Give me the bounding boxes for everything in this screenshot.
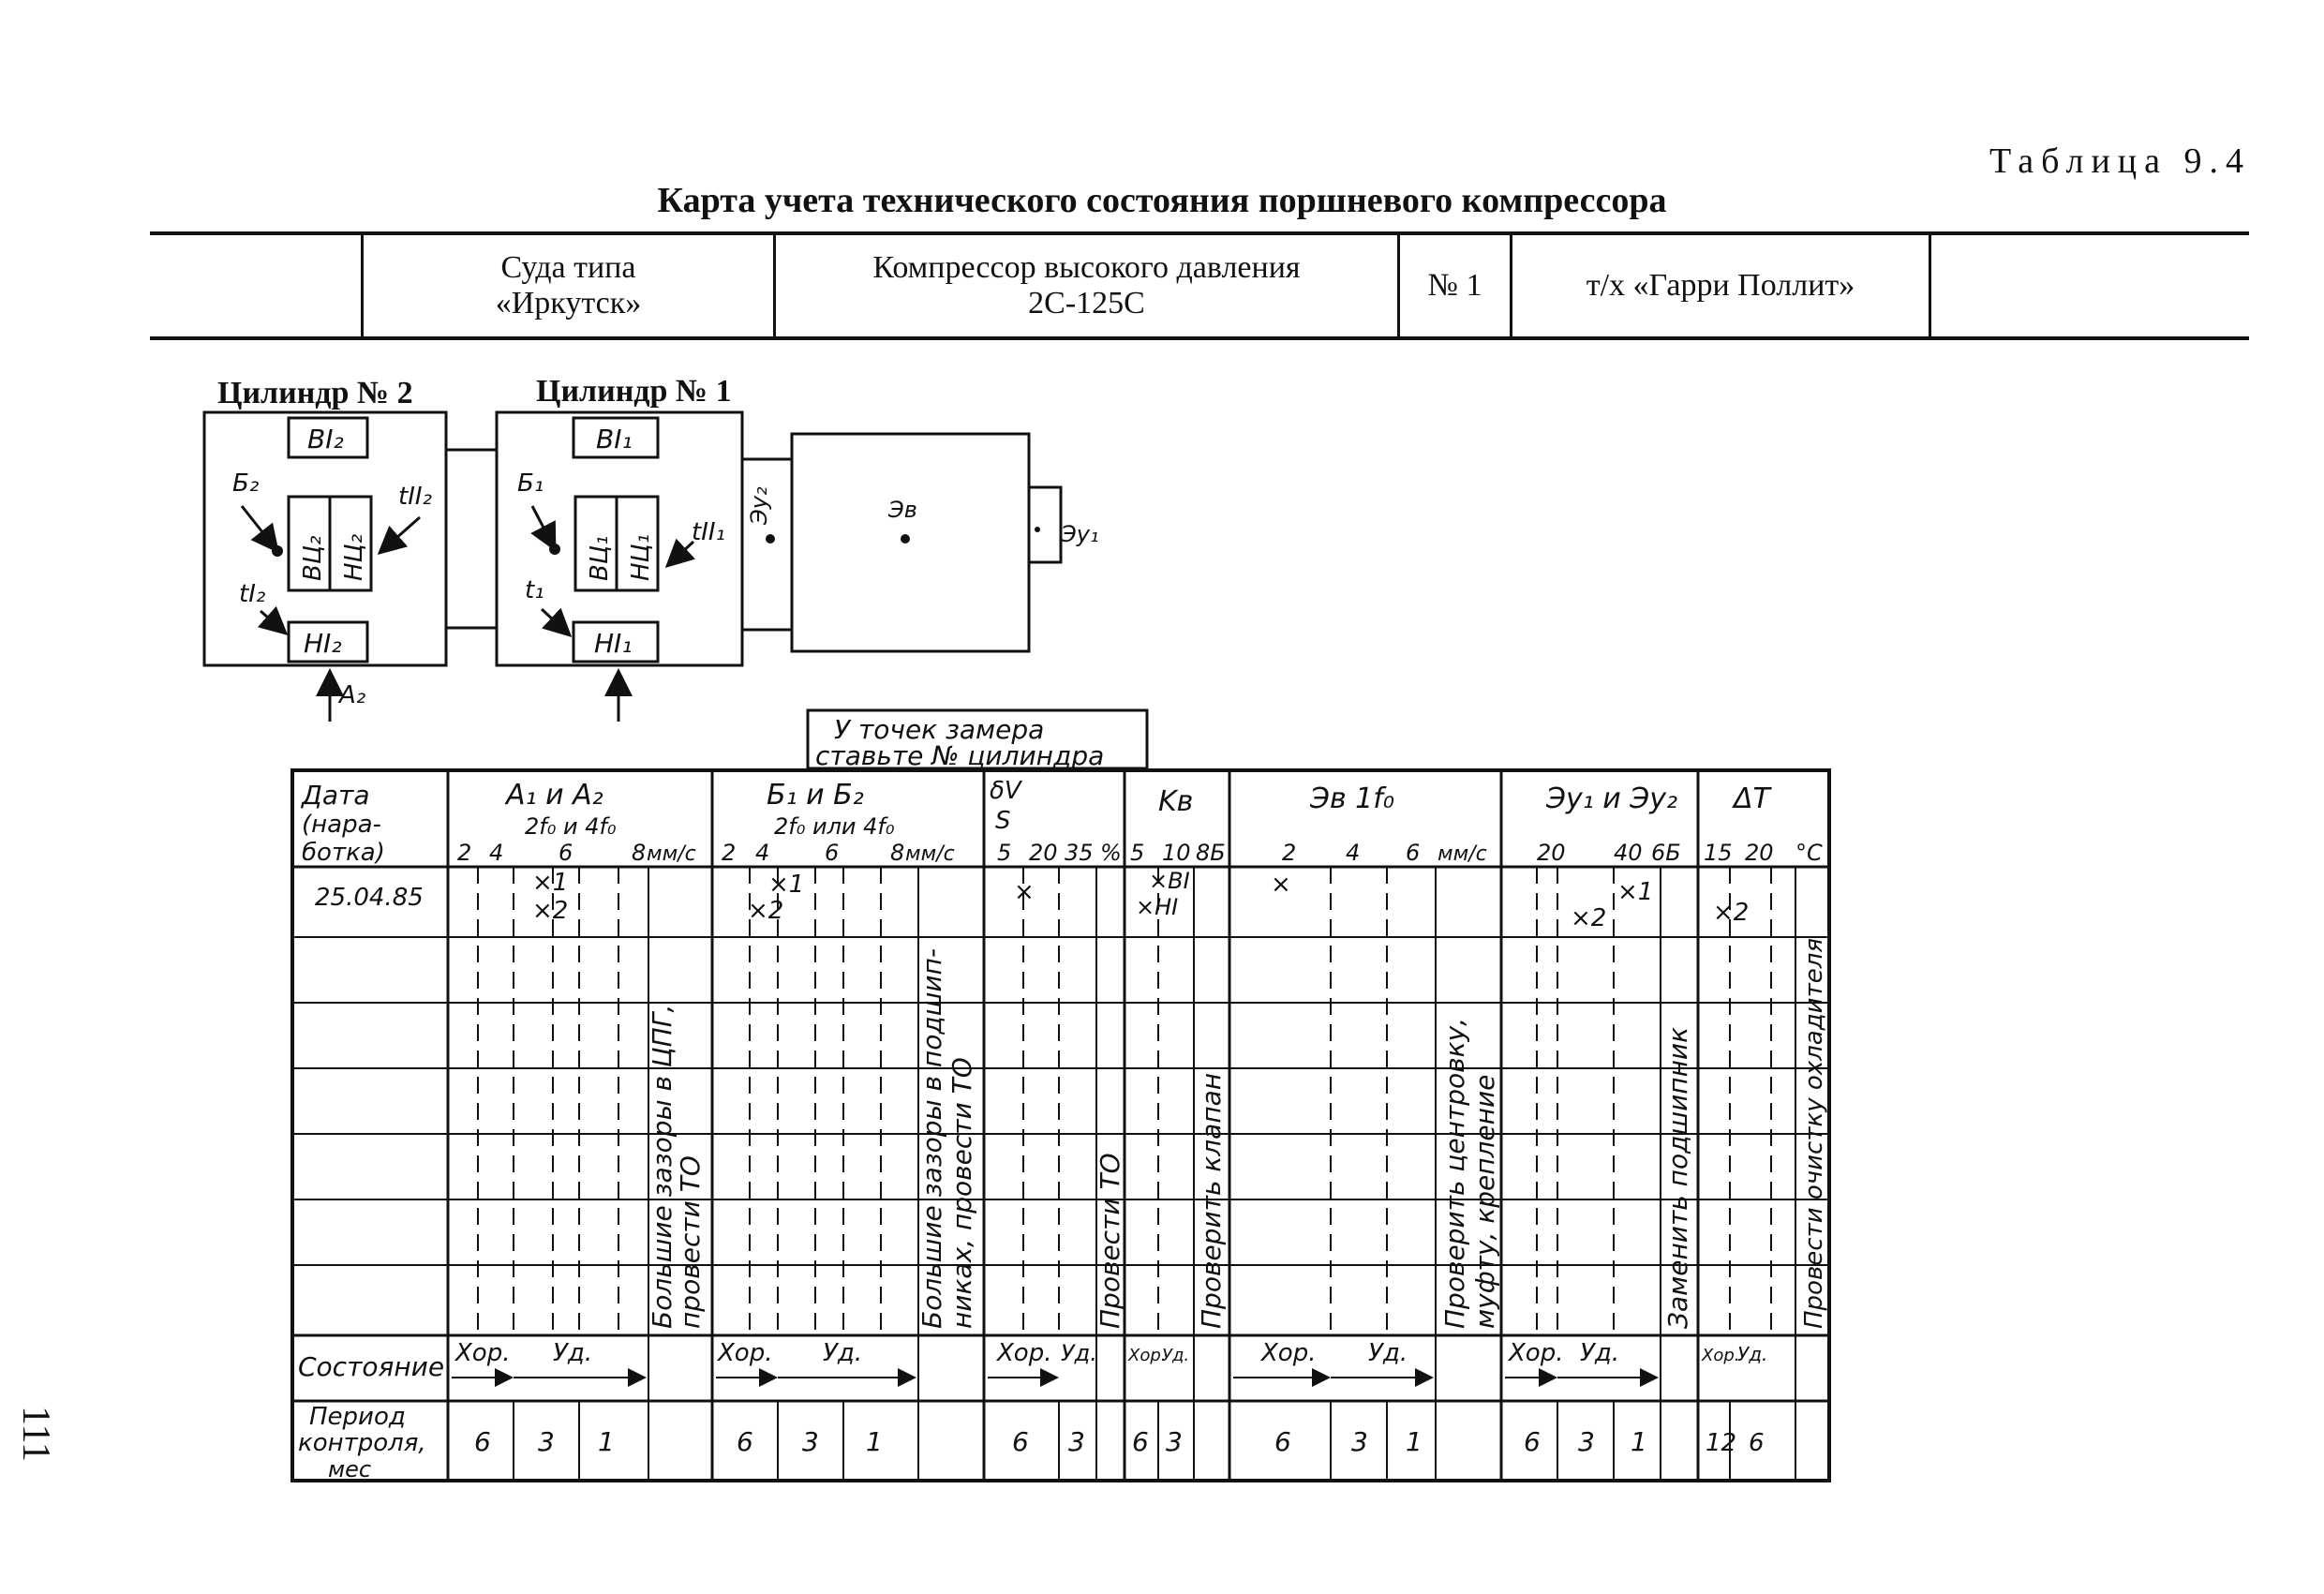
period-b-2: 3 — [802, 1426, 819, 1457]
action-dv: Провести ТО — [1095, 1153, 1125, 1329]
group-kv-title: Kв — [1158, 785, 1194, 818]
state-kv-ok: Уд. — [1162, 1346, 1190, 1365]
table-label: Таблица 9.4 — [1989, 142, 2251, 181]
sensor-b2-dot — [272, 545, 283, 557]
period-ey-2: 3 — [1578, 1426, 1595, 1457]
group-ey-tick-20: 20 — [1537, 840, 1566, 866]
state-b-good: Хор. — [718, 1339, 773, 1367]
group-dt-unit: °C — [1795, 840, 1823, 866]
sensor-b1-dot — [549, 544, 560, 555]
label-vc1: ВЦ₁ — [586, 535, 614, 581]
label-ey2: Эу₂ — [746, 486, 772, 525]
document-title: Карта учета технического состояния поршневого компрессора — [657, 181, 1667, 220]
mark-b-1: ×1 — [768, 871, 805, 899]
label-bi2: BI₂ — [307, 424, 344, 454]
mark-dt: ×2 — [1713, 899, 1750, 927]
state-ey-good: Хор. — [1509, 1339, 1564, 1367]
label-ti2: tI₂ — [239, 580, 266, 608]
label-bi1: BI₁ — [596, 424, 633, 454]
state-kv-good: Хор. — [1128, 1346, 1167, 1365]
label-b2: Б₂ — [232, 469, 260, 498]
period-ev-3: 1 — [1406, 1426, 1423, 1457]
first-date: 25.04.85 — [315, 884, 424, 912]
state-ev-good: Хор. — [1261, 1339, 1317, 1367]
state-dt-good: Хор. — [1702, 1346, 1740, 1365]
compressor-line1: Компрессор высокого давления — [872, 250, 1301, 285]
group-b-tick-8: 8 — [890, 840, 905, 866]
group-a-subtitle: 2f₀ и 4f₀ — [525, 813, 617, 840]
row-period-line1: Период — [309, 1403, 406, 1431]
mark-kv-hi: ×HI — [1136, 894, 1179, 920]
group-dv-title: δV — [990, 777, 1021, 805]
state-a-ok: Уд. — [553, 1339, 593, 1367]
sensor-ey1-dot — [1035, 527, 1040, 532]
period-ey-3: 1 — [1631, 1426, 1647, 1457]
period-b-3: 1 — [866, 1426, 883, 1457]
period-dt-1: 12 — [1706, 1429, 1737, 1457]
group-dt-title: ΔT — [1734, 782, 1770, 815]
group-dv-tick-35: 35 — [1065, 840, 1094, 866]
group-dt-tick-20: 20 — [1745, 840, 1774, 866]
action-ev-line1: Проверить центровку, — [1439, 1017, 1470, 1329]
mark-ey-1: ×1 — [1617, 878, 1654, 906]
group-b-title: Б₁ и Б₂ — [767, 779, 864, 812]
state-a-good: Хор. — [455, 1339, 511, 1367]
group-ev-tick-2: 2 — [1282, 840, 1297, 866]
main-table-frame — [292, 770, 1829, 1481]
col-date-line2: (нара- — [302, 811, 381, 839]
label-hc2: НЦ₂ — [340, 533, 368, 581]
mark-a-1: ×1 — [532, 869, 569, 897]
group-dt-tick-15: 15 — [1704, 840, 1733, 866]
sensor-ey2-dot — [766, 534, 775, 544]
ship-type-line1: Суда типа — [500, 250, 636, 285]
group-a-tick-6: 6 — [559, 840, 574, 866]
group-dv-title2: S — [995, 807, 1011, 835]
group-a-title: A₁ и A₂ — [506, 779, 603, 812]
group-b-unit: мм/с — [905, 842, 955, 866]
action-b-line2: никах, провести ТО — [946, 1057, 977, 1329]
label-hi2: HI₂ — [304, 628, 342, 659]
action-a-line2: провести ТО — [675, 1155, 706, 1329]
label-hi1: HI₁ — [594, 628, 633, 659]
group-ev-tick-4: 4 — [1346, 840, 1361, 866]
period-a-1: 6 — [474, 1426, 491, 1457]
cylinder-2-title: Цилиндр № 2 — [217, 376, 413, 410]
action-kv: Проверить клапан — [1196, 1072, 1227, 1329]
mark-a-2: ×2 — [532, 897, 569, 925]
compressor-number: № 1 — [1427, 268, 1482, 303]
group-a-tick-8: 8 — [632, 840, 647, 866]
vessel-name: т/х «Гарри Поллит» — [1586, 268, 1855, 303]
label-t1: t₁ — [525, 576, 544, 604]
label-vc2: ВЦ₂ — [299, 535, 327, 581]
label-a2: A₂ — [339, 681, 366, 709]
group-kv-tick-8b: 8Б — [1196, 840, 1226, 866]
mark-kv-bi: ×BI — [1149, 868, 1190, 894]
col-date-line3: ботка) — [302, 839, 385, 867]
mark-ey-2: ×2 — [1571, 904, 1607, 932]
motor-shaft — [1029, 487, 1061, 562]
col-date-line1: Дата — [302, 780, 370, 811]
group-dv-tick-20: 20 — [1029, 840, 1058, 866]
note-line2: ставьте № цилиндра — [815, 740, 1105, 771]
group-ey-tick-6b: 6Б — [1651, 840, 1681, 866]
mark-ev: × — [1271, 871, 1291, 899]
period-b-1: 6 — [737, 1426, 753, 1457]
period-ev-2: 3 — [1351, 1426, 1368, 1457]
action-dt: Провести очистку охладителя — [1800, 938, 1828, 1329]
period-a-3: 1 — [598, 1426, 615, 1457]
period-dv-1: 6 — [1012, 1426, 1029, 1457]
state-ey-ok: Уд. — [1580, 1339, 1620, 1367]
group-b-tick-4: 4 — [755, 840, 770, 866]
period-a-2: 3 — [538, 1426, 555, 1457]
group-ev-unit: мм/с — [1438, 842, 1487, 866]
period-ey-1: 6 — [1524, 1426, 1541, 1457]
action-b-line1: Большие зазоры в подшип- — [916, 948, 947, 1329]
action-ey: Заменить подшипник — [1662, 1026, 1693, 1329]
compressor-line2: 2С-125С — [1028, 286, 1145, 320]
state-dv-good: Хор. — [997, 1339, 1052, 1367]
period-ev-1: 6 — [1274, 1426, 1291, 1457]
sensor-ev-dot — [901, 534, 910, 544]
cylinder-1-title: Цилиндр № 1 — [536, 374, 732, 409]
group-kv-tick-5: 5 — [1130, 840, 1145, 866]
label-ev: Эв — [888, 497, 917, 523]
label-tii1: tII₁ — [692, 518, 725, 546]
note-line1: У точек замера — [834, 714, 1045, 745]
group-a-tick-2: 2 — [457, 840, 472, 866]
motor-box — [792, 434, 1029, 651]
row-period-line3: мес — [328, 1456, 372, 1482]
period-kv-2: 3 — [1166, 1426, 1183, 1457]
row-state-label: Состояние — [298, 1351, 445, 1382]
group-dv-unit: % — [1100, 840, 1122, 866]
label-ey1: Эу₁ — [1061, 521, 1099, 547]
ship-type-line2: «Иркутск» — [495, 286, 642, 320]
state-ev-ok: Уд. — [1368, 1339, 1408, 1367]
label-tii2: tII₂ — [398, 483, 432, 511]
group-b-tick-6: 6 — [825, 840, 840, 866]
mark-dv: × — [1014, 878, 1035, 906]
group-ey-title: Эу₁ и Эу₂ — [1546, 782, 1678, 815]
group-dv-tick-5: 5 — [997, 840, 1012, 866]
group-ey-tick-40: 40 — [1614, 840, 1643, 866]
period-kv-1: 6 — [1132, 1426, 1149, 1457]
state-dv-ok: Уд. — [1061, 1340, 1097, 1366]
label-b1: Б₁ — [517, 469, 544, 498]
mark-b-2: ×2 — [748, 897, 784, 925]
period-dv-2: 3 — [1068, 1426, 1085, 1457]
state-dt-ok: Уд. — [1737, 1343, 1768, 1365]
row-period-line2: контроля, — [298, 1429, 426, 1457]
group-kv-tick-10: 10 — [1162, 840, 1191, 866]
period-dt-2: 6 — [1749, 1429, 1765, 1457]
page-number: 111 — [14, 1406, 57, 1462]
group-a-unit: мм/с — [647, 842, 696, 866]
group-b-tick-2: 2 — [722, 840, 737, 866]
group-ev-title: Эв 1f₀ — [1310, 782, 1394, 815]
action-a-line1: Большие зазоры в ЦПГ, — [647, 1004, 678, 1329]
group-ev-tick-6: 6 — [1406, 840, 1421, 866]
group-b-subtitle: 2f₀ или 4f₀ — [774, 813, 895, 840]
state-b-ok: Уд. — [823, 1339, 863, 1367]
group-a-tick-4: 4 — [489, 840, 504, 866]
label-hc1: НЦ₁ — [627, 533, 655, 581]
action-ev-line2: муфту, крепление — [1469, 1074, 1500, 1329]
